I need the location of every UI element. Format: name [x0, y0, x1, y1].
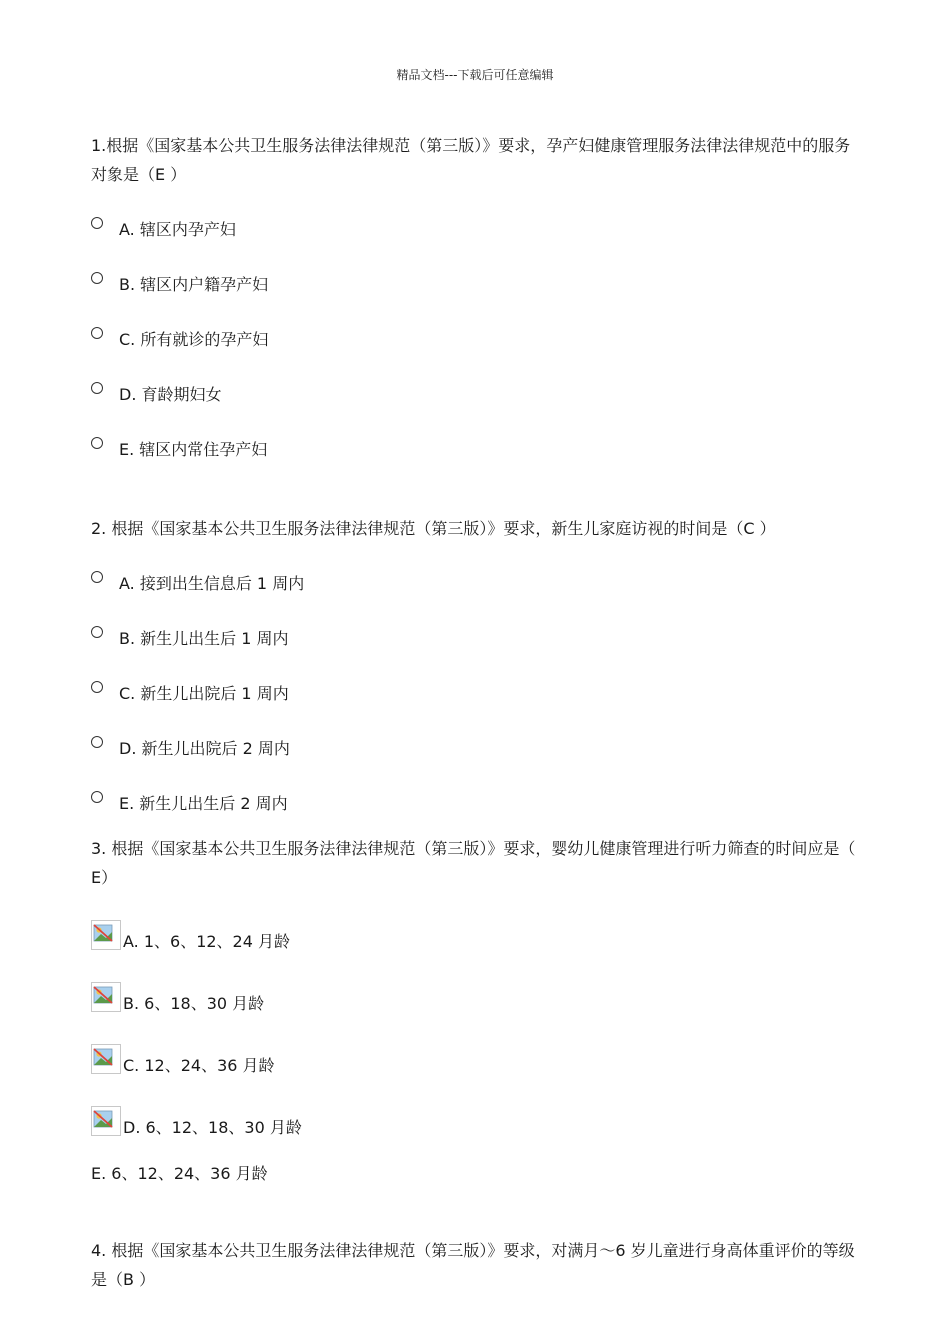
option-image[interactable]	[91, 1038, 275, 1075]
option-radio[interactable]	[91, 271, 268, 295]
option-label: B. 新生儿出生后 1 周内	[119, 628, 289, 648]
radio-button-icon[interactable]	[91, 626, 103, 638]
question-3-stem: 3. 根据《国家基本公共卫生服务法律法律规范（第三版）》要求，婴幼儿健康管理进行听力筛查的时间应是（ E）	[91, 839, 856, 887]
radio-button-icon[interactable]	[91, 437, 103, 449]
question-1-stem: 1.根据《国家基本公共卫生服务法律法律规范（第三版）》要求，孕产妇健康管理服务法律法律规范中的服务对象是（E ）	[91, 136, 851, 184]
option-radio[interactable]	[91, 680, 289, 704]
broken-image-icon	[91, 1106, 121, 1136]
radio-button-icon[interactable]	[91, 791, 103, 803]
option-label: C. 新生儿出院后 1 周内	[119, 683, 289, 703]
option-label: D. 育龄期妇女	[119, 384, 222, 404]
page-header: 精品文档---下载后可任意编辑	[396, 68, 554, 82]
option-label: B. 辖区内户籍孕产妇	[119, 274, 269, 294]
option-text[interactable]	[91, 1160, 268, 1184]
radio-button-icon[interactable]	[91, 382, 103, 394]
option-label: B. 6、18、30 月龄	[123, 994, 265, 1013]
radio-button-icon[interactable]	[91, 327, 103, 339]
option-label: E. 辖区内常住孕产妇	[119, 439, 268, 459]
option-radio[interactable]	[91, 326, 268, 350]
radio-button-icon[interactable]	[91, 681, 103, 693]
option-label: A. 接到出生信息后 1 周内	[119, 573, 305, 593]
broken-image-icon	[91, 920, 121, 950]
option-label: D. 新生儿出院后 2 周内	[119, 738, 290, 758]
option-label: D. 6、12、18、30 月龄	[123, 1118, 302, 1137]
option-radio[interactable]	[91, 381, 222, 405]
radio-button-icon[interactable]	[91, 571, 103, 583]
option-radio[interactable]	[91, 625, 289, 649]
option-radio[interactable]	[91, 436, 267, 460]
option-image[interactable]	[91, 1100, 302, 1137]
option-radio[interactable]	[91, 790, 288, 814]
option-radio[interactable]	[91, 216, 236, 240]
radio-button-icon[interactable]	[91, 272, 103, 284]
radio-button-icon[interactable]	[91, 736, 103, 748]
radio-button-icon[interactable]	[91, 217, 103, 229]
option-radio[interactable]	[91, 735, 290, 759]
question-2-stem: 2. 根据《国家基本公共卫生服务法律法律规范（第三版）》要求，新生儿家庭访视的时间是（C ）	[91, 519, 776, 538]
broken-image-icon	[91, 1044, 121, 1074]
option-label: E. 6、12、24、36 月龄	[91, 1163, 268, 1183]
option-label: C. 所有就诊的孕产妇	[119, 329, 269, 349]
option-image[interactable]	[91, 914, 291, 951]
option-label: E. 新生儿出生后 2 周内	[119, 793, 288, 813]
option-label: A. 辖区内孕产妇	[119, 219, 236, 239]
option-image[interactable]	[91, 976, 265, 1013]
option-label: A. 1、6、12、24 月龄	[123, 932, 291, 951]
broken-image-icon	[91, 982, 121, 1012]
question-4-stem: 4. 根据《国家基本公共卫生服务法律法律规范（第三版）》要求，对满月～6 岁儿童进行身高体重评价的等级是（B ）	[91, 1241, 855, 1289]
option-label: C. 12、24、36 月龄	[123, 1056, 275, 1075]
option-radio[interactable]	[91, 570, 304, 594]
